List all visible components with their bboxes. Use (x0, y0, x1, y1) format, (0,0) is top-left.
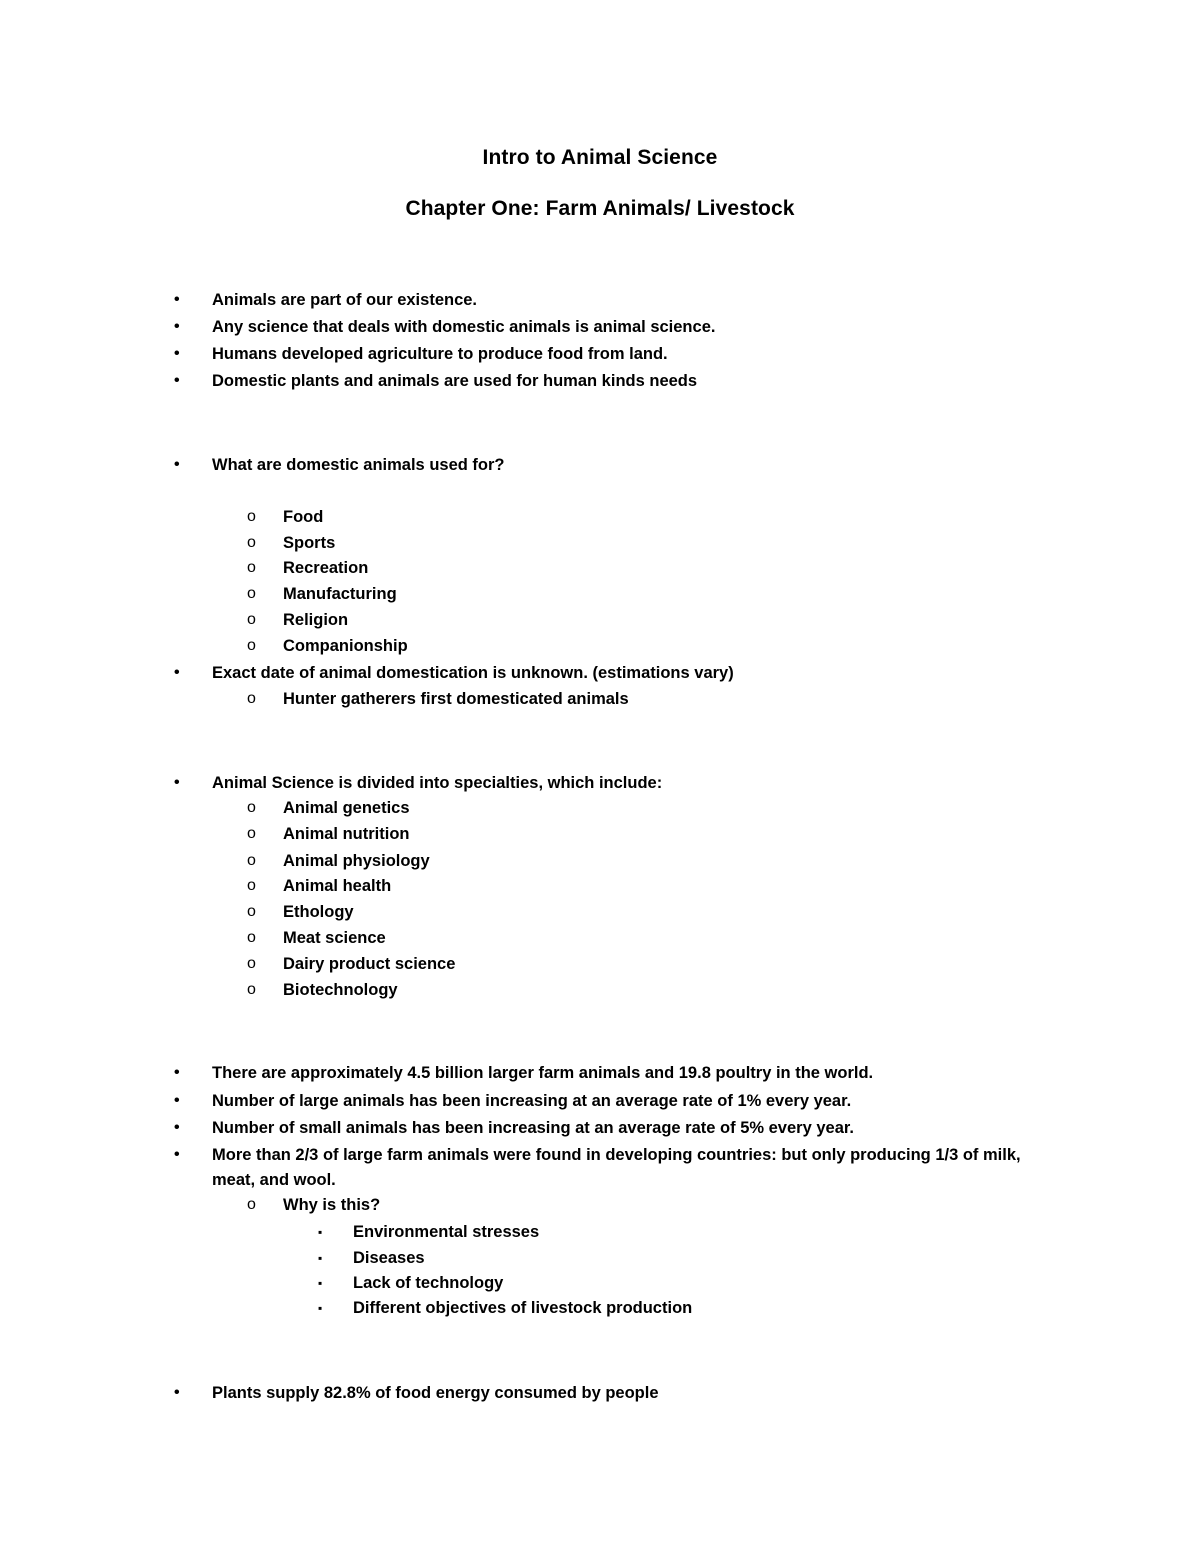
list-item: Animal Science is divided into specialties, which include: (212, 774, 663, 792)
list-item: Humans developed agriculture to produce food from land. (212, 345, 668, 363)
bullet-icon: • (174, 345, 180, 362)
list-item-continuation: meat, and wool. (212, 1171, 336, 1189)
sub-list-item: Dairy product science (283, 955, 456, 973)
sub-list-item: Why is this? (283, 1196, 381, 1214)
document-title: Intro to Animal Science (482, 146, 718, 169)
circle-bullet-icon: o (247, 981, 256, 998)
bullet-icon: • (174, 1119, 180, 1136)
circle-bullet-icon: o (247, 1196, 256, 1213)
bullet-icon: • (174, 1092, 180, 1109)
bullet-icon: • (174, 291, 180, 308)
bullet-icon: • (174, 774, 180, 791)
list-item: Number of large animals has been increasing at an average rate of 1% every year. (212, 1092, 852, 1110)
sub-list-item: Biotechnology (283, 981, 398, 999)
list-item: More than 2/3 of large farm animals were found in developing countries: but only producing 1/3 of milk, (212, 1146, 1021, 1164)
bullet-icon: • (174, 1146, 180, 1163)
bullet-icon: • (174, 456, 180, 473)
list-item: Number of small animals has been increasing at an average rate of 5% every year. (212, 1119, 854, 1137)
chapter-heading: Chapter One: Farm Animals/ Livestock (405, 197, 795, 220)
list-item: Any science that deals with domestic animals is animal science. (212, 318, 716, 336)
sub-list-item: Hunter gatherers first domesticated animals (283, 690, 629, 708)
circle-bullet-icon: o (247, 825, 256, 842)
sub-list-item: Animal physiology (283, 852, 430, 870)
sub-list-item: Manufacturing (283, 585, 397, 603)
circle-bullet-icon: o (247, 852, 256, 869)
circle-bullet-icon: o (247, 799, 256, 816)
list-item: Animals are part of our existence. (212, 291, 478, 309)
circle-bullet-icon: o (247, 534, 256, 551)
sub-list-item: Ethology (283, 903, 354, 921)
square-bullet-icon: ▪ (318, 1251, 323, 1265)
circle-bullet-icon: o (247, 929, 256, 946)
sub-list-item: Animal health (283, 877, 392, 895)
sub-list-item: Food (283, 508, 324, 526)
circle-bullet-icon: o (247, 955, 256, 972)
sub-list-item: Companionship (283, 637, 408, 655)
bullet-icon: • (174, 664, 180, 681)
sub-list-item: Religion (283, 611, 349, 629)
list-item: Plants supply 82.8% of food energy consumed by people (212, 1384, 659, 1402)
list-item: There are approximately 4.5 billion larger farm animals and 19.8 poultry in the world. (212, 1064, 874, 1082)
list-item: What are domestic animals used for? (212, 456, 505, 474)
square-bullet-icon: ▪ (318, 1225, 323, 1239)
list-item: Exact date of animal domestication is unknown. (estimations vary) (212, 664, 734, 682)
square-bullet-icon: ▪ (318, 1301, 323, 1315)
circle-bullet-icon: o (247, 559, 256, 576)
circle-bullet-icon: o (247, 903, 256, 920)
sub-sub-list-item: Environmental stresses (353, 1223, 540, 1241)
sub-list-item: Recreation (283, 559, 369, 577)
sub-list-item: Meat science (283, 929, 386, 947)
circle-bullet-icon: o (247, 637, 256, 654)
sub-list-item: Animal nutrition (283, 825, 410, 843)
circle-bullet-icon: o (247, 877, 256, 894)
bullet-icon: • (174, 372, 180, 389)
circle-bullet-icon: o (247, 508, 256, 525)
circle-bullet-icon: o (247, 690, 256, 707)
sub-sub-list-item: Different objectives of livestock production (353, 1299, 693, 1317)
sub-sub-list-item: Lack of technology (353, 1274, 504, 1292)
bullet-icon: • (174, 318, 180, 335)
circle-bullet-icon: o (247, 585, 256, 602)
bullet-icon: • (174, 1384, 180, 1401)
square-bullet-icon: ▪ (318, 1276, 323, 1290)
list-item: Domestic plants and animals are used for human kinds needs (212, 372, 698, 390)
sub-list-item: Sports (283, 534, 336, 552)
circle-bullet-icon: o (247, 611, 256, 628)
sub-sub-list-item: Diseases (353, 1249, 425, 1267)
sub-list-item: Animal genetics (283, 799, 410, 817)
bullet-icon: • (174, 1064, 180, 1081)
